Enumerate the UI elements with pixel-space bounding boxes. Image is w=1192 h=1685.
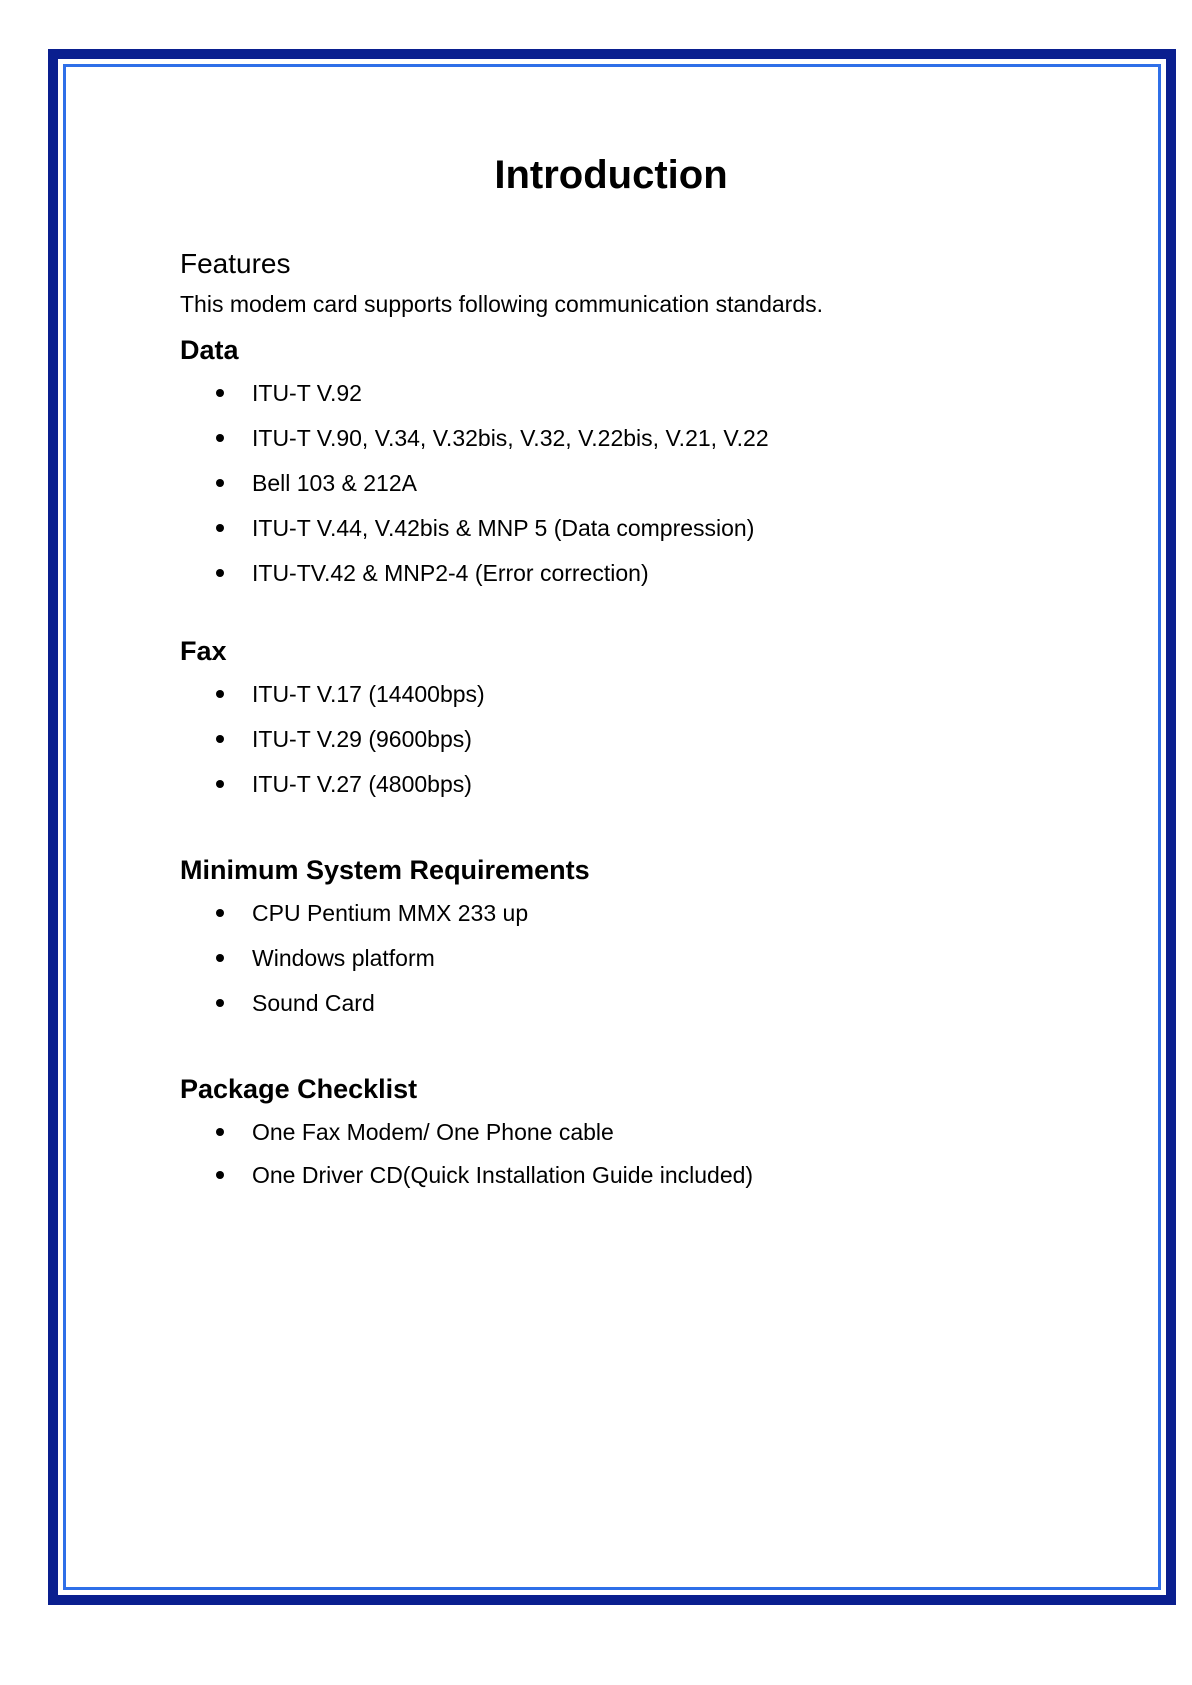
document-body bbox=[180, 244, 1080, 1202]
data-heading: Data bbox=[180, 335, 239, 365]
bullet-icon bbox=[216, 1171, 224, 1179]
list-item bbox=[180, 987, 1080, 1019]
bullet-icon bbox=[216, 1128, 224, 1136]
bullet-icon bbox=[216, 954, 224, 962]
list-item bbox=[180, 723, 1080, 755]
list-item bbox=[180, 1159, 1080, 1191]
list-item bbox=[180, 422, 1080, 454]
list-item bbox=[180, 1116, 1080, 1148]
list-item-text: ITU-T V.29 (9600bps) bbox=[252, 726, 472, 752]
data-list bbox=[180, 377, 1080, 589]
features-intro: This modem card supports following communication standards. bbox=[180, 291, 824, 317]
fax-list bbox=[180, 678, 1080, 800]
list-item-text: ITU-T V.17 (14400bps) bbox=[252, 681, 485, 707]
bullet-icon bbox=[216, 735, 224, 743]
list-item bbox=[180, 467, 1080, 499]
list-item bbox=[180, 678, 1080, 710]
list-item-text: One Driver CD(Quick Installation Guide included) bbox=[252, 1162, 754, 1188]
list-item-text: One Fax Modem/ One Phone cable bbox=[252, 1119, 614, 1145]
bullet-icon bbox=[216, 389, 224, 397]
bullet-icon bbox=[216, 524, 224, 532]
list-item bbox=[180, 512, 1080, 544]
list-item-text: ITU-TV.42 & MNP2-4 (Error correction) bbox=[252, 560, 649, 586]
bullet-icon bbox=[216, 690, 224, 698]
list-item-text: ITU-T V.92 bbox=[252, 380, 362, 406]
list-item-text: Windows platform bbox=[252, 945, 435, 971]
list-item-text: ITU-T V.90, V.34, V.32bis, V.32, V.22bis, V.21, V.22 bbox=[252, 425, 769, 451]
bullet-icon bbox=[216, 569, 224, 577]
features-heading: Features bbox=[180, 248, 291, 279]
bullet-icon bbox=[216, 780, 224, 788]
page-title: Introduction bbox=[494, 153, 728, 197]
list-item-text: CPU Pentium MMX 233 up bbox=[252, 900, 529, 926]
bullet-icon bbox=[216, 999, 224, 1007]
requirements-list bbox=[180, 897, 1080, 1019]
bullet-icon bbox=[216, 479, 224, 487]
list-item-text: Sound Card bbox=[252, 990, 375, 1016]
list-item bbox=[180, 768, 1080, 800]
bullet-icon bbox=[216, 434, 224, 442]
list-item-text: ITU-T V.44, V.42bis & MNP 5 (Data compression) bbox=[252, 515, 755, 541]
list-item bbox=[180, 557, 1080, 589]
list-item bbox=[180, 377, 1080, 409]
bullet-icon bbox=[216, 909, 224, 917]
list-item bbox=[180, 897, 1080, 929]
list-item-text: Bell 103 & 212A bbox=[252, 470, 417, 496]
list-item-text: ITU-T V.27 (4800bps) bbox=[252, 771, 472, 797]
requirements-heading: Minimum System Requirements bbox=[180, 855, 590, 885]
checklist-heading: Package Checklist bbox=[180, 1074, 418, 1104]
list-item bbox=[180, 942, 1080, 974]
fax-heading: Fax bbox=[180, 636, 227, 666]
checklist-list bbox=[180, 1116, 1080, 1191]
